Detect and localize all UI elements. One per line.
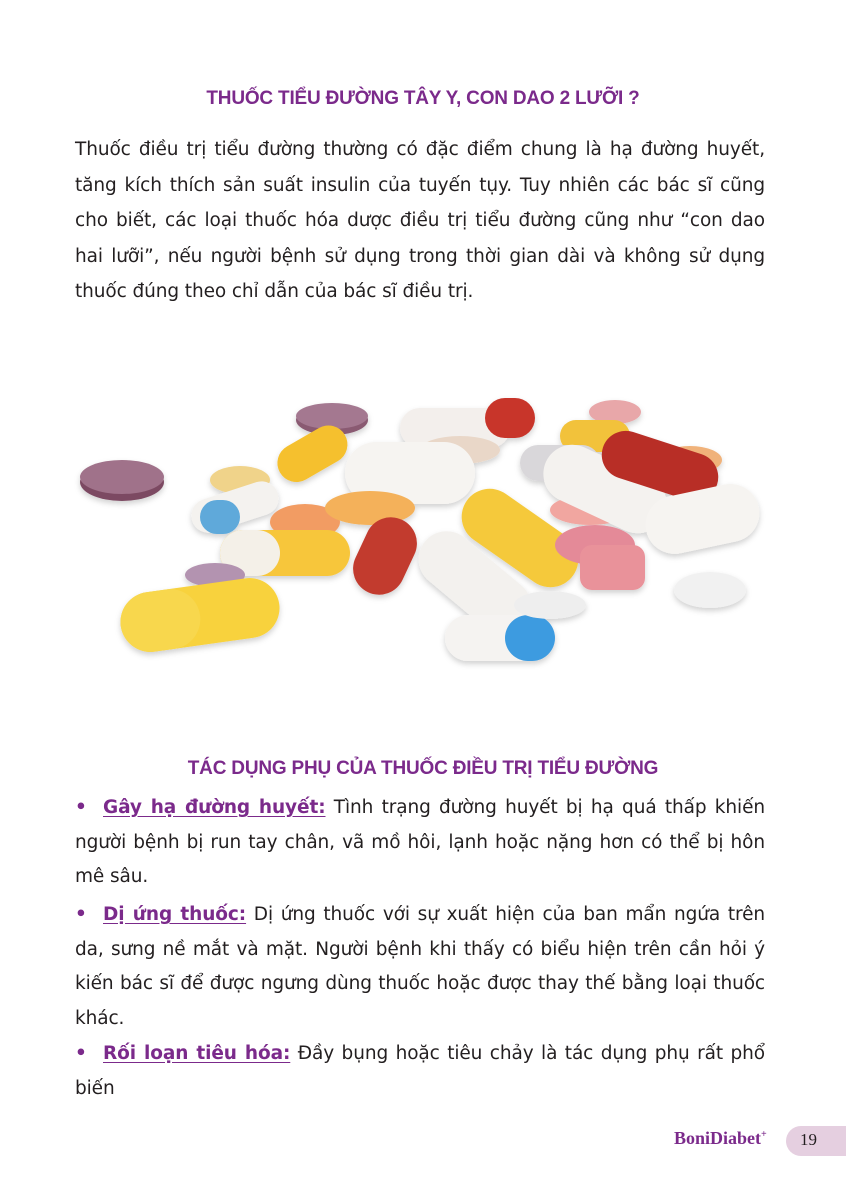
brand-name: BoniDiabet [674,1128,762,1148]
side-effect-item [75,1037,765,1106]
section-heading-1: THUỐC TIỂU ĐƯỜNG TÂY Y, CON DAO 2 LƯỠI ? [206,88,640,109]
bullet-icon: • [75,797,87,818]
side-effect-term: Gây hạ đường huyết: [103,797,326,818]
bullet-icon: • [75,904,87,925]
side-effect-term: Rối loạn tiêu hóa: [103,1043,291,1064]
side-effect-text: Tình trạng đường huyết bị hạ quá thấp khiến người bệnh bị run tay chân, vã mồ hôi, lạnh hoặc nặng hơn có thể bị hôn mê sâu. [75,797,765,887]
side-effect-text: Đầy bụng hoặc tiêu chảy là tác dụng phụ rất phổ biến [75,1043,765,1099]
brand-mark: + [761,1129,767,1140]
side-effect-term: Dị ứng thuốc: [103,904,247,925]
pills-photo [60,380,780,680]
footer-brand [674,1128,767,1149]
side-effect-item [75,791,765,895]
bullet-icon: • [75,1043,87,1064]
intro-paragraph: Thuốc điều trị tiểu đường thường có đặc điểm chung là hạ đường huyết, tăng kích thích sản suất insulin của tuyến tụy. Tuy nhiên các bác sĩ cũng cho biết, các loại thuốc hóa dược điều trị tiểu đường cũng như “con dao hai lưỡi”, nếu người bệnh sử dụng trong thời gian dài và không sử dụng thuốc đúng theo chỉ dẫn của bác sĩ điều trị. [75,139,765,302]
side-effect-item [75,898,765,1036]
page-number: 19 [800,1130,817,1149]
section-heading-2: TÁC DỤNG PHỤ CỦA THUỐC ĐIỀU TRỊ TIỂU ĐƯỜNG [187,758,659,779]
side-effect-text: Dị ứng thuốc với sự xuất hiện của ban mẩn ngứa trên da, sưng nề mắt và mặt. Người bệnh khi thấy có biểu hiện trên cần hỏi ý kiến bác sĩ để được ngưng dùng thuốc hoặc được thay thế bằng loại thuốc khác. [75,904,766,1029]
